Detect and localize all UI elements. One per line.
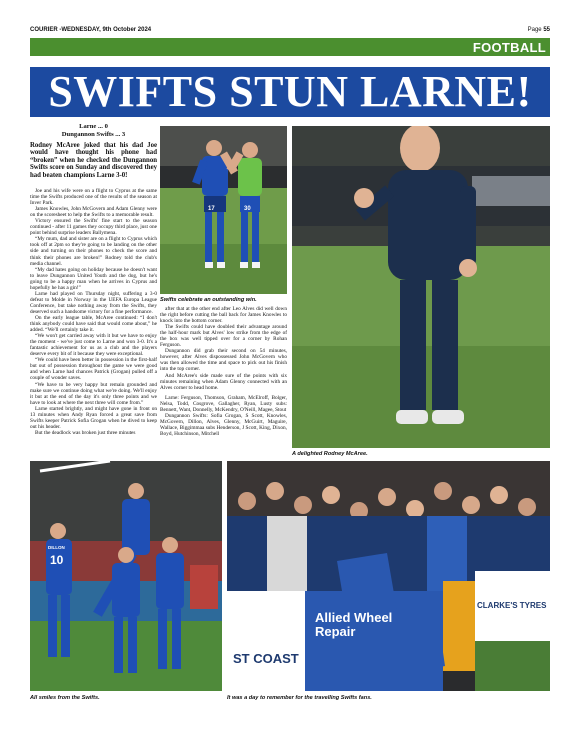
paragraph: “We won't get carried away with it but we have to enjoy the moment - we've just come to Larne and won 3-0. It's a fantastic achievement for us as a club and the players deserve every bit of it because they were exceptional. bbox=[30, 333, 157, 358]
sponsor-board-clarkes: CLARKE'S TYRES bbox=[477, 601, 547, 610]
photo-manager bbox=[292, 126, 550, 448]
shirt-number-30: 30 bbox=[244, 206, 251, 212]
paragraph: “We have to be very happy but remain grounded and make sure we continue doing what we're doing. We'll enjoy it but at the end of the day it's only three points and we have to look at where the next three will come from.” bbox=[30, 381, 157, 406]
paragraph: But the deadlock was broken just three minutes bbox=[35, 429, 136, 436]
article-column-1 bbox=[30, 188, 157, 436]
page-header bbox=[30, 27, 550, 37]
paragraph: Larne started brightly, and might have gone in front on 13 minutes when Andy Ryan forced a great save from Swifts keeper Patrick Sofia Grogan when he dived to keep out his header. bbox=[30, 405, 157, 430]
paragraph: The Swifts could have doubled their advantage around the half-hour mark but Alves' low strike from the edge of the box was well tipped over for a corner by Rohan Ferguson. bbox=[160, 324, 287, 349]
caption-celebration: Swifts celebrate an outstanding win. bbox=[160, 297, 257, 303]
paragraph: Dungannon Swifts: Sofia Grogan, S Scott, Knowles, McGovern, Dillon, Alves, Glenny, McGuirt, Maguire, Wallace, Biggimmaa subs Henderson, J Scott, King, Dixon, Boyd, Hutchinson, Mitchell bbox=[160, 412, 287, 437]
photo-fans bbox=[227, 461, 550, 691]
caption-team: All smiles from the Swifts. bbox=[30, 695, 100, 701]
dillon-shirt-number: 10 bbox=[50, 553, 64, 567]
paragraph: “My dad hates going on holiday because he doesn't want to leave Dungannon United Youth and the dog, but he's going to be a happy man when he arrives in Cyprus and hopefully he has a gin!” bbox=[30, 266, 157, 291]
article-column-2 bbox=[160, 306, 287, 437]
paragraph: Victory ensured the Swifts' fine start to the season continued - after 11 games they occupy third place, just one point behind surprise leaders Ballymena. bbox=[30, 218, 157, 237]
headline-box bbox=[30, 67, 550, 117]
paragraph: On the early league table, McAree continued: “I don't think anybody could have said that would come about,” he added. “We'll certainly take it. bbox=[30, 314, 157, 334]
paragraph: Larne: Ferguson, Thomson, Graham, McElroff, Bolger, Nelsa, Todd, Cosgrove, Gallagher, Ryan, Lusty subs: Bennett, Want, Donnelly, McKendry, O'Neill, Magee, Stout bbox=[160, 394, 287, 413]
score-home: Larne ... 0 bbox=[79, 123, 108, 130]
manager-illustration bbox=[292, 126, 550, 448]
paragraph: James Knowles, John McGovern and Adam Glenny were on the scoresheet to help the Swifts to a memorable result. bbox=[30, 206, 157, 219]
dillon-shirt-name: DILLON bbox=[48, 545, 65, 550]
paragraph: “We could have been better in possession in the first-half but out of possession throughout the game we were good and when Larne had chances Patrick (Grogan) pulled off a couple of wonder saves. bbox=[30, 357, 157, 382]
sponsor-board-left: ST COAST bbox=[233, 651, 299, 666]
score-away: Dungannon Swifts ... 3 bbox=[61, 131, 126, 138]
celebration-illustration bbox=[160, 126, 287, 294]
headline: SWIFTS STUN LARNE! bbox=[48, 67, 532, 116]
caption-manager: A delighted Rodney McAree. bbox=[292, 451, 368, 457]
paragraph: Joe and his wife were on a flight to Cyprus at the same time the Swifts produced one of the results of the season at Inver Park. bbox=[30, 188, 157, 207]
page-label: Page bbox=[527, 27, 542, 33]
paragraph: “My mum, dad and sister are on a flight to Cyprus which took off at 2pm so they're going to be landing on the other side and turning on their phones to check the score and think their phones are broken!” Rodney told the club's media channel. bbox=[30, 236, 157, 267]
section-label: FOOTBALL bbox=[472, 40, 546, 55]
photo-celebration bbox=[160, 126, 287, 294]
photo-team bbox=[30, 461, 222, 691]
team-illustration bbox=[30, 461, 222, 691]
section-bar bbox=[30, 38, 550, 56]
sponsor-board-allied: Allied Wheel Repair bbox=[315, 610, 393, 639]
paragraph: Larne had played on Thursday night, suffering a 3-0 defeat to Molde in Norway in the UEFA Europa League Conference, but take nothing away from the Swifts, they deserved such a handsome victory for a fine performance. bbox=[30, 290, 157, 315]
paragraph: Dungannon did grab their second on 54 minutes, however, after Alves dispossessed John McGovern who was then allowed the time and space to pick out his finish into the top corner. bbox=[160, 348, 287, 373]
page-number bbox=[528, 27, 550, 33]
paragraph: And McAree's side made sure of the points with six minutes remaining when Adam Glenny connected with an Alves corner to head home. bbox=[160, 372, 287, 391]
publication-date: COURIER -WEDNESDAY, 9th October 2024 bbox=[30, 27, 152, 33]
caption-fans: It was a day to remember for the travelling Swifts fans. bbox=[227, 695, 372, 701]
page-number-value: 55 bbox=[543, 27, 550, 33]
paragraph: after that at the other end after Leo Alves did well down the right before cutting the ball back for James Knowles to knock into the bottom corner. bbox=[160, 306, 287, 325]
shirt-number-17: 17 bbox=[208, 206, 215, 212]
article-intro: Rodney McAree joked that his dad Joe would have thought his phone had “broken” when he checked the Dungannon Swifts score on Sunday and discovered they had beaten champions Larne 3-0! bbox=[30, 142, 157, 179]
